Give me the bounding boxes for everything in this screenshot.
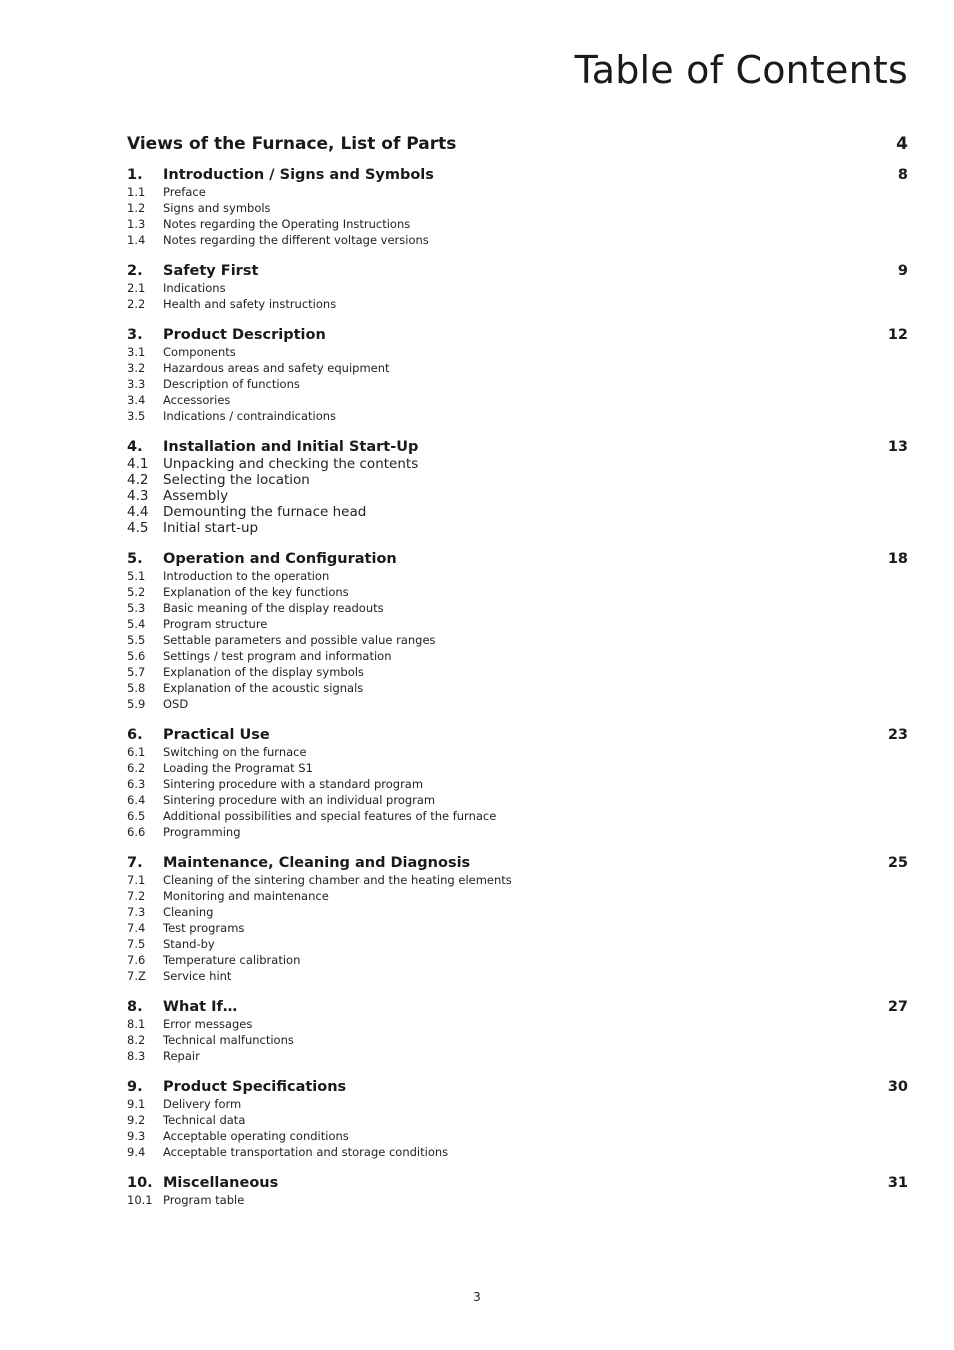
subsection-title: Introduction to the operation: [163, 569, 330, 583]
subsection-number: 7.6: [127, 953, 146, 967]
subsection-number: 3.2: [127, 361, 146, 375]
chapter-title: Safety First: [163, 263, 259, 279]
subsection-number: 1.1: [127, 185, 146, 199]
subsection-entry[interactable]: [127, 968, 908, 984]
chapter-number: 4.: [127, 439, 143, 455]
chapter-page: 18: [887, 551, 908, 567]
subsection-number: 5.4: [127, 617, 146, 631]
subsection-title: Settings / test program and information: [163, 649, 392, 663]
subsection-title: Sintering procedure with a standard program: [163, 777, 424, 791]
subsection-title: Signs and symbols: [163, 201, 271, 215]
chapter-number: 8.: [127, 999, 143, 1015]
chapter-page: 13: [887, 439, 908, 455]
toc-entry-title: Views of the Furnace, List of Parts: [127, 134, 457, 154]
subsection-number: 7.2: [127, 889, 146, 903]
subsection-title: Explanation of the acoustic signals: [163, 681, 364, 695]
subsection-number: 7.3: [127, 905, 146, 919]
toc-entry-page: 4: [896, 134, 908, 154]
subsection-entry[interactable]: [127, 616, 908, 632]
subsection-title: Selecting the location: [163, 472, 310, 488]
subsection-entry[interactable]: [127, 1128, 908, 1144]
subsection-entry[interactable]: [127, 280, 908, 296]
subsection-title: Basic meaning of the display readouts: [163, 601, 384, 615]
chapter-page: 31: [887, 1175, 908, 1191]
subsection-title: Program structure: [163, 617, 268, 631]
subsection-title: Assembly: [163, 488, 229, 504]
subsection-number: 5.8: [127, 681, 146, 695]
subsection-entry[interactable]: [127, 1016, 908, 1032]
subsection-number: 3.5: [127, 409, 146, 423]
chapter-heading[interactable]: [127, 550, 908, 568]
subsection-entry[interactable]: [127, 392, 908, 408]
subsection-entry[interactable]: [127, 360, 908, 376]
subsection-title: Temperature calibration: [163, 953, 301, 967]
subsection-entry[interactable]: [127, 1048, 908, 1064]
subsection-number: 5.7: [127, 665, 146, 679]
subsection-title: Indications / contraindications: [163, 409, 337, 423]
subsection-title: Acceptable transportation and storage conditions: [163, 1145, 449, 1159]
subsection-title: Components: [163, 345, 236, 359]
subsection-title: Notes regarding the Operating Instructions: [163, 217, 411, 231]
subsection-title: Indications: [163, 281, 226, 295]
page-number: 3: [473, 1290, 481, 1304]
subsection-number: 8.3: [127, 1049, 146, 1063]
subsection-number: 9.1: [127, 1097, 146, 1111]
subsection-number: 5.3: [127, 601, 146, 615]
subsection-entry[interactable]: [127, 632, 908, 648]
subsection-title: Switching on the furnace: [163, 745, 307, 759]
subsection-entry[interactable]: [127, 520, 908, 536]
chapter-title: Product Description: [163, 327, 326, 343]
subsection-number: 5.9: [127, 697, 146, 711]
subsection-title: Description of functions: [163, 377, 300, 391]
subsection-title: Notes regarding the different voltage versions: [163, 233, 429, 247]
subsection-number: 4.3: [127, 488, 149, 504]
chapter-page: 30: [887, 1079, 908, 1095]
subsection-entry[interactable]: [127, 792, 908, 808]
subsection-entry[interactable]: [127, 376, 908, 392]
subsection-entry[interactable]: [127, 936, 908, 952]
chapter-heading[interactable]: [127, 726, 908, 744]
chapter-section: [127, 166, 908, 248]
subsection-title: OSD: [163, 697, 189, 711]
subsection-title: Technical malfunctions: [163, 1033, 294, 1047]
subsection-number: 7.1: [127, 873, 146, 887]
chapter-heading[interactable]: [127, 1174, 908, 1192]
chapter-list: [127, 166, 908, 1208]
subsection-entry[interactable]: [127, 1144, 908, 1160]
subsection-number: 3.3: [127, 377, 146, 391]
subsection-number: 4.1: [127, 456, 149, 472]
subsection-number: 6.2: [127, 761, 146, 775]
chapter-title: Maintenance, Cleaning and Diagnosis: [163, 855, 471, 871]
subsection-number: 2.1: [127, 281, 146, 295]
subsection-entry[interactable]: [127, 872, 908, 888]
subsection-number: 8.2: [127, 1033, 146, 1047]
subsection-number: 5.2: [127, 585, 146, 599]
subsection-title: Accessories: [163, 393, 231, 407]
subsection-entry[interactable]: [127, 808, 908, 824]
chapter-section: [127, 1078, 908, 1160]
chapter-number: 5.: [127, 551, 143, 567]
subsection-title: Acceptable operating conditions: [163, 1129, 349, 1143]
subsection-entry[interactable]: [127, 952, 908, 968]
subsection-entry[interactable]: [127, 216, 908, 232]
subsection-entry[interactable]: [127, 1096, 908, 1112]
subsection-number: 3.1: [127, 345, 146, 359]
subsection-entry[interactable]: [127, 920, 908, 936]
subsection-number: 4.2: [127, 472, 149, 488]
subsection-entry[interactable]: [127, 472, 908, 488]
subsection-entry[interactable]: [127, 584, 908, 600]
subsection-number: 9.2: [127, 1113, 146, 1127]
subsection-title: Monitoring and maintenance: [163, 889, 329, 903]
subsection-entry[interactable]: [127, 488, 908, 504]
chapter-number: 3.: [127, 327, 143, 343]
subsection-title: Demounting the furnace head: [163, 504, 367, 520]
chapter-section: [127, 550, 908, 712]
subsection-title: Sintering procedure with an individual program: [163, 793, 436, 807]
chapter-heading[interactable]: [127, 998, 908, 1016]
subsection-entry[interactable]: [127, 504, 908, 520]
subsection-title: Settable parameters and possible value ranges: [163, 633, 436, 647]
subsection-entry[interactable]: [127, 760, 908, 776]
subsection-title: Test programs: [163, 921, 245, 935]
subsection-title: Stand-by: [163, 937, 215, 951]
subsection-number: 4.5: [127, 520, 149, 536]
subsection-number: 8.1: [127, 1017, 146, 1031]
subsection-number: 7.4: [127, 921, 146, 935]
chapter-section: [127, 854, 908, 984]
subsection-entry[interactable]: [127, 696, 908, 712]
subsection-title: Service hint: [163, 969, 232, 983]
chapter-page: 25: [887, 855, 908, 871]
subsection-number: 6.1: [127, 745, 146, 759]
chapter-heading[interactable]: [127, 438, 908, 456]
subsection-number: 1.2: [127, 201, 146, 215]
chapter-section: [127, 262, 908, 312]
subsection-title: Error messages: [163, 1017, 253, 1031]
chapter-page: 8: [897, 167, 908, 183]
subsection-title: Unpacking and checking the contents: [163, 456, 419, 472]
subsection-entry[interactable]: [127, 1192, 908, 1208]
subsection-number: 7.5: [127, 937, 146, 951]
subsection-number: 6.5: [127, 809, 146, 823]
subsection-title: Loading the Programat S1: [163, 761, 313, 775]
chapter-heading[interactable]: [127, 326, 908, 344]
chapter-page: 23: [887, 727, 908, 743]
chapter-number: 6.: [127, 727, 143, 743]
subsection-number: 2.2: [127, 297, 146, 311]
subsection-entry[interactable]: [127, 456, 908, 472]
chapter-title: What If…: [163, 999, 238, 1015]
subsection-number: 4.4: [127, 504, 149, 520]
subsection-title: Repair: [163, 1049, 200, 1063]
subsection-title: Explanation of the key functions: [163, 585, 349, 599]
subsection-title: Cleaning of the sintering chamber and the heating elements: [163, 873, 512, 887]
subsection-entry[interactable]: [127, 1032, 908, 1048]
subsection-entry[interactable]: [127, 648, 908, 664]
subsection-title: Additional possibilities and special features of the furnace: [163, 809, 497, 823]
subsection-number: 6.6: [127, 825, 146, 839]
subsection-entry[interactable]: [127, 408, 908, 424]
subsection-number: 3.4: [127, 393, 146, 407]
chapter-number: 2.: [127, 263, 143, 279]
chapter-page: 12: [887, 327, 908, 343]
subsection-title: Explanation of the display symbols: [163, 665, 364, 679]
subsection-entry[interactable]: [127, 744, 908, 760]
subsection-title: Preface: [163, 185, 206, 199]
toc-entry-views[interactable]: [127, 130, 908, 158]
subsection-entry[interactable]: [127, 600, 908, 616]
chapter-section: [127, 726, 908, 840]
subsection-entry[interactable]: [127, 904, 908, 920]
subsection-entry[interactable]: [127, 568, 908, 584]
subsection-title: Hazardous areas and safety equipment: [163, 361, 390, 375]
chapter-title: Miscellaneous: [163, 1175, 279, 1191]
subsection-number: 6.4: [127, 793, 146, 807]
subsection-number: 1.3: [127, 217, 146, 231]
chapter-number: 10.: [127, 1175, 153, 1191]
subsection-number: 7.Z: [127, 969, 146, 983]
subsection-title: Cleaning: [163, 905, 214, 919]
chapter-section: [127, 326, 908, 424]
chapter-page: 27: [887, 999, 908, 1015]
chapter-page: 9: [897, 263, 908, 279]
subsection-entry[interactable]: [127, 776, 908, 792]
chapter-title: Operation and Configuration: [163, 551, 397, 567]
chapter-section: [127, 1174, 908, 1208]
subsection-title: Program table: [163, 1193, 245, 1207]
chapter-number: 1.: [127, 167, 143, 183]
table-of-contents: [127, 130, 908, 1222]
chapter-section: [127, 998, 908, 1064]
chapter-heading[interactable]: [127, 262, 908, 280]
subsection-number: 5.1: [127, 569, 146, 583]
subsection-title: Programming: [163, 825, 241, 839]
subsection-entry[interactable]: [127, 232, 908, 248]
subsection-entry[interactable]: [127, 664, 908, 680]
chapter-heading[interactable]: [127, 1078, 908, 1096]
subsection-number: 1.4: [127, 233, 146, 247]
subsection-entry[interactable]: [127, 824, 908, 840]
page-title: Table of Contents: [574, 48, 908, 92]
subsection-entry[interactable]: [127, 296, 908, 312]
chapter-heading[interactable]: [127, 166, 908, 184]
subsection-number: 6.3: [127, 777, 146, 791]
chapter-title: Installation and Initial Start-Up: [163, 439, 419, 455]
subsection-entry[interactable]: [127, 888, 908, 904]
subsection-number: 5.5: [127, 633, 146, 647]
subsection-number: 9.4: [127, 1145, 146, 1159]
subsection-title: Technical data: [163, 1113, 246, 1127]
chapter-title: Practical Use: [163, 727, 270, 743]
chapter-heading[interactable]: [127, 854, 908, 872]
subsection-entry[interactable]: [127, 200, 908, 216]
subsection-entry[interactable]: [127, 184, 908, 200]
chapter-number: 9.: [127, 1079, 143, 1095]
chapter-title: Introduction / Signs and Symbols: [163, 167, 434, 183]
subsection-entry[interactable]: [127, 1112, 908, 1128]
subsection-number: 5.6: [127, 649, 146, 663]
subsection-title: Delivery form: [163, 1097, 242, 1111]
subsection-title: Health and safety instructions: [163, 297, 337, 311]
chapter-section: [127, 438, 908, 536]
chapter-title: Product Specifications: [163, 1079, 347, 1095]
subsection-title: Initial start-up: [163, 520, 259, 536]
subsection-entry[interactable]: [127, 344, 908, 360]
subsection-number: 9.3: [127, 1129, 146, 1143]
subsection-number: 10.1: [127, 1193, 153, 1207]
subsection-entry[interactable]: [127, 680, 908, 696]
chapter-number: 7.: [127, 855, 143, 871]
